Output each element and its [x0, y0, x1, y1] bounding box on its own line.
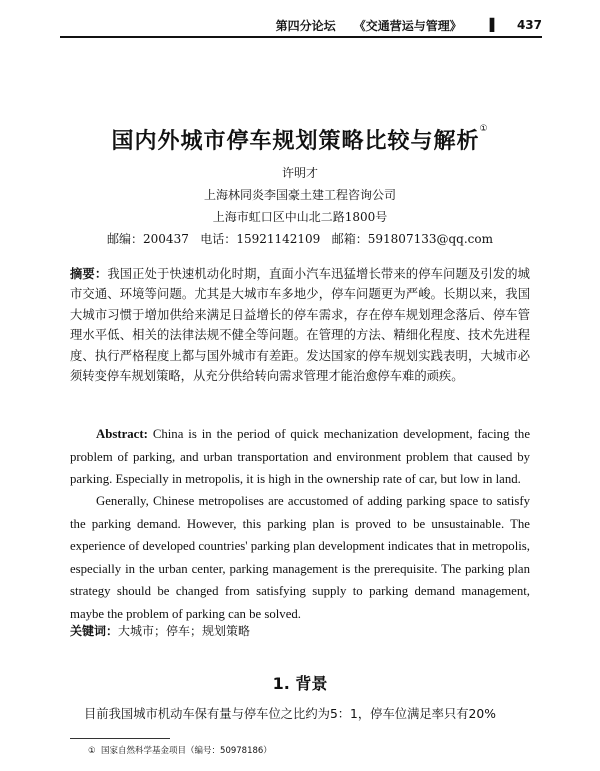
body-first-line: 目前我国城市机动车保有量与停车位之比约为5：1，停车位满足率只有20%: [84, 707, 496, 721]
address: 上海市虹口区中山北二路1800号: [212, 210, 388, 224]
keywords-label: 关键词：: [70, 624, 119, 638]
keywords: [70, 622, 530, 639]
paper-title-text: 国内外城市停车规划策略比较与解析: [111, 129, 480, 154]
abstract-en-label: Abstract:: [96, 427, 148, 441]
abstract-english-p2: [70, 490, 530, 626]
postcode: 200437: [143, 232, 189, 246]
header-section-title: 《交通营运与管理》: [353, 18, 462, 33]
page-number: 437: [516, 18, 542, 32]
title-footnote-mark: ①: [479, 124, 489, 134]
abstract-cn-label: 摘要：: [70, 267, 108, 281]
keywords-text: 大城市；停车；规划策略: [118, 624, 251, 638]
email: 591807133@qq.com: [367, 232, 493, 246]
footnote-divider: [70, 738, 170, 739]
footnote-text: 国家自然科学基金项目（编号：50978186）: [101, 746, 272, 756]
author: 许明才: [281, 166, 318, 180]
paper-title: [0, 124, 600, 155]
abstract-en-paragraph-2: Generally, Chinese metropolises are accustomed of adding parking space to satisfy the parking demand. However, this parking plan is proved to be unsustainable. The experience of developed countries' parking plan development indicates that in metropolis, especially in the urban center, parking management is the prerequisite. The parking plan strategy should be changed from satisfying supply to parking demand management, maybe the problem of parking can be solved.: [70, 494, 530, 621]
phone-label: 电话：: [200, 232, 237, 246]
footnote: [88, 744, 272, 756]
page-marker: [472, 18, 542, 32]
contact-line: [0, 230, 600, 247]
section-heading: 1. 背景: [272, 674, 328, 693]
postcode-label: 邮编：: [107, 232, 144, 246]
header-part: 第四分论坛: [275, 18, 336, 33]
abstract-en-paragraph-1: China is in the period of quick mechanization development, facing the problem of parking, and urban transportation and environment problem that caused by parking. Especially in metropolis, it is high in the ownership rate of car, but low in land.: [70, 427, 530, 487]
abstract-chinese: [70, 264, 530, 386]
footnote-mark: ①: [88, 746, 96, 756]
email-label: 邮箱：: [331, 232, 368, 246]
running-header: [60, 14, 542, 38]
abstract-cn-text: 我国正处于快速机动化时期，直面小汽车迅猛增长带来的停车问题及引发的城市交通、环境等问题。尤其是大城市车多地少，停车问题更为严峻。长期以来，我国大城市习惯于增加供给来满足日益增长的停车需求，存在停车规划理念落后、停车管理水平低、相关的法律法规不健全等问题。在管理的方法、精细化程度、技术先进程度、执行严格程度上都与国外城市有差距。发达国家的停车规划实践表明，大城市必须转变停车规划策略，从充分供给转向需求管理才能治愈停车难的顽疾。: [70, 267, 530, 384]
affiliation: 上海林同炎李国豪土建工程咨询公司: [203, 188, 396, 202]
abstract-english-p1: [70, 423, 530, 491]
page-marker-glyph: ▌: [489, 18, 499, 32]
phone: 15921142109: [236, 232, 321, 246]
